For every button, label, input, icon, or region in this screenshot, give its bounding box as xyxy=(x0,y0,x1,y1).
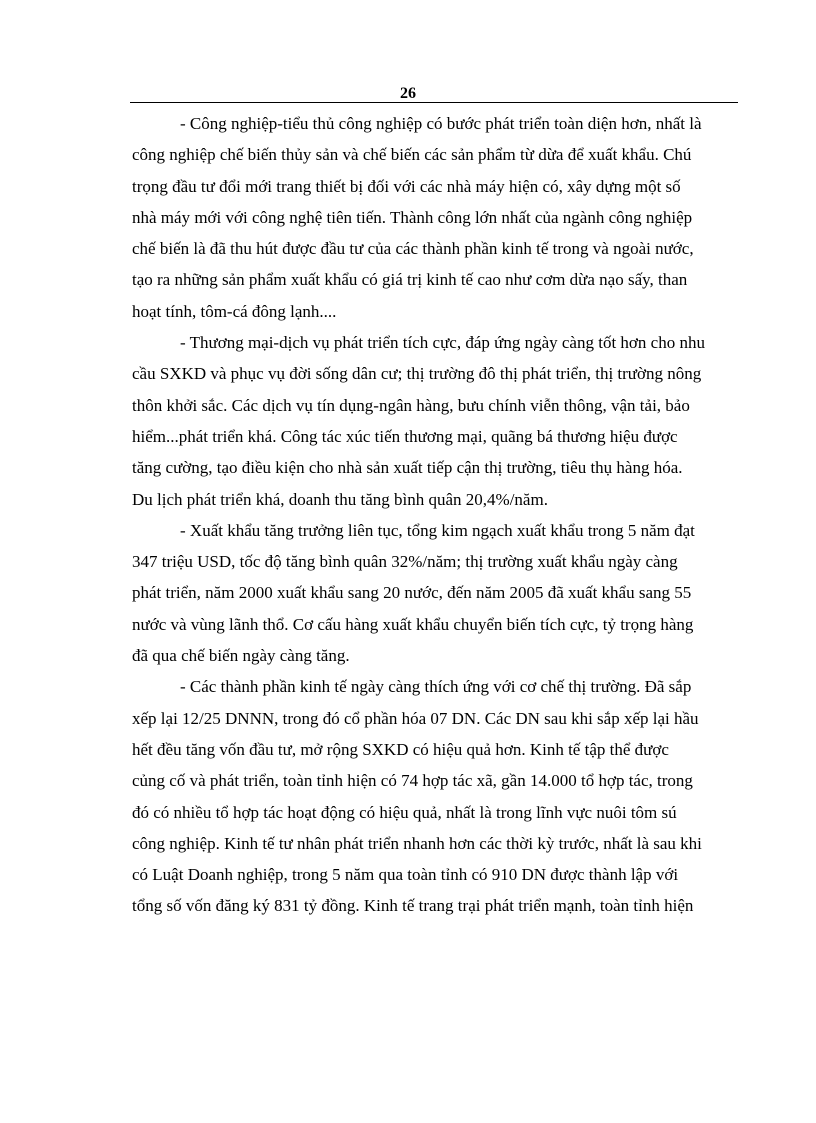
paragraph-exports: - Xuất khẩu tăng trưởng liên tục, tổng kim ngạch xuất khẩu trong 5 năm đạt 347 triệu USD, tốc độ tăng bình quân 32%/năm; thị trường xuất khẩu ngày càng phát triển, năm 2000 xuất khẩu sang 20 nước, đến năm 2005 đã xuất khẩu sang 55 nước và vùng lãnh thổ. Cơ cấu hàng xuất khẩu chuyển biến tích cực, tỷ trọng hàng đã qua chế biến ngày càng tăng. xyxy=(132,520,695,666)
page-number: 26 xyxy=(400,85,416,102)
paragraph-economic-sectors: - Các thành phần kinh tế ngày càng thích ứng với cơ chế thị trường. Đã sắp xếp lại 12/25 DNNN, trong đó cổ phần hóa 07 DN. Các DN sau khi sắp xếp lại hầu hết đều tăng vốn đầu tư, mở rộng SXKD có hiệu quả hơn. Kinh tế tập thể được củng cố và phát triển, toàn tỉnh hiện có 74 hợp tác xã, gần 14.000 tổ hợp tác, trong đó có nhiều tổ hợp tác hoạt động có hiệu quả, nhất là trong lĩnh vực nuôi tôm sú công nghiệp. Kinh tế tư nhân phát triển nhanh hơn các thời kỳ trước, nhất là sau khi có Luật Doanh nghiệp, trong 5 năm qua toàn tỉnh có 910 DN được thành lập với tổng số vốn đăng ký 831 tỷ đồng. Kinh tế trang trại phát triển mạnh, toàn tỉnh hiện xyxy=(132,677,702,916)
paragraph-industry: - Công nghiệp-tiểu thủ công nghiệp có bước phát triển toàn diện hơn, nhất là công nghiệp chế biến thủy sản và chế biến các sản phẩm từ dừa để xuất khẩu. Chú trọng đầu tư đổi mới trang thiết bị đối với các nhà máy hiện có, xây dựng một số nhà máy mới với công nghệ tiên tiến. Thành công lớn nhất của ngành công nghiệp chế biến là đã thu hút được đầu tư của các thành phần kinh tế trong và ngoài nước, tạo ra những sản phẩm xuất khẩu có giá trị kinh tế cao như cơm dừa nạo sấy, than hoạt tính, tôm-cá đông lạnh.... xyxy=(132,114,702,321)
paragraph-trade-services: - Thương mại-dịch vụ phát triển tích cực, đáp ứng ngày càng tốt hơn cho nhu cầu SXKD và phục vụ đời sống dân cư; thị trường đô thị phát triển, thị trường nông thôn khởi sắc. Các dịch vụ tín dụng-ngân hàng, bưu chính viễn thông, vận tải, bảo hiểm...phát triển khá. Công tác xúc tiến thương mại, quãng bá thương hiệu được tăng cường, tạo điều kiện cho nhà sản xuất tiếp cận thị trường, tiêu thụ hàng hóa. Du lịch phát triển khá, doanh thu tăng bình quân 20,4%/năm. xyxy=(132,333,705,509)
header-rule xyxy=(130,102,738,103)
body-text xyxy=(132,108,738,922)
